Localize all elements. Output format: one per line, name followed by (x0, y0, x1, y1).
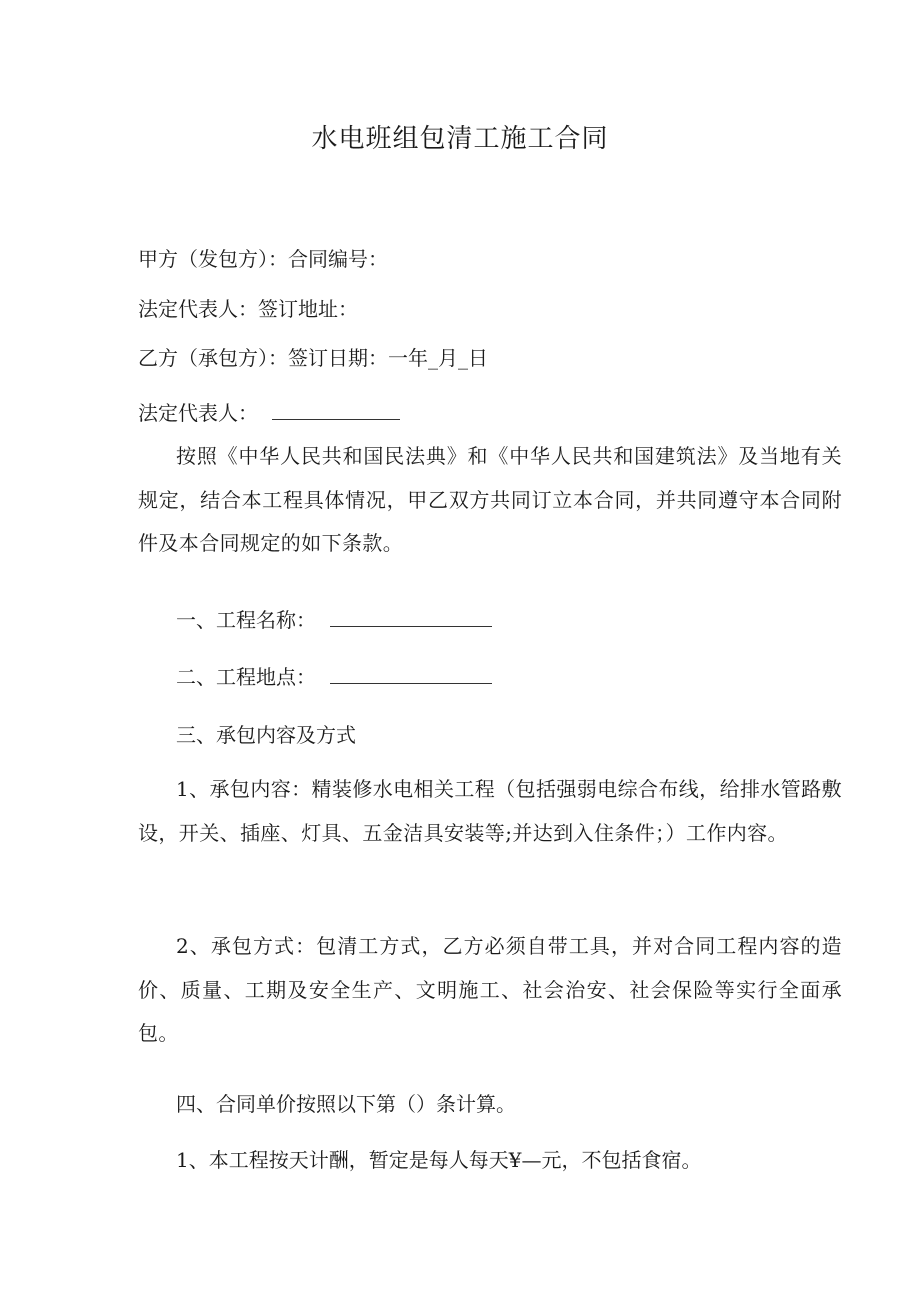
legal-rep-label: 法定代表人： (138, 401, 258, 425)
project-location-blank[interactable] (330, 665, 492, 684)
project-name-label: 一、工程名称： (176, 608, 316, 632)
legal-rep-blank[interactable] (272, 401, 400, 420)
project-location-line (176, 661, 492, 690)
party-b-date-line: 乙方（承包方）：签订日期：一年_月_日 (138, 346, 488, 370)
project-name-blank[interactable] (330, 608, 492, 627)
document-title: 水电班组包清工施工合同 (311, 124, 609, 154)
intro-paragraph: 按照《中华人民共和国民法典》和《中华人民共和国建筑法》及当地有关规定，结合本工程具体情况，甲乙双方共同订立本合同，并共同遵守本合同附件及本合同规定的如下条款。 (138, 444, 842, 555)
legal-rep-address-line: 法定代表人：签订地址： (138, 297, 358, 321)
contract-scope-paragraph: 1、承包内容：精装修水电相关工程（包括强弱电综合布线，给排水管路敷设，开关、插座、灯具、五金洁具安装等;并达到入住条件；）工作内容。 (138, 777, 842, 845)
legal-rep-line (138, 397, 400, 426)
section-4-heading: 四、合同单价按照以下第（）条计算。 (176, 1092, 516, 1116)
project-name-line (176, 604, 492, 633)
party-a-line: 甲方（发包方）：合同编号： (138, 247, 388, 271)
project-location-label: 二、工程地点： (176, 665, 316, 689)
section-3-heading: 三、承包内容及方式 (176, 723, 356, 747)
contract-method-paragraph: 2、承包方式：包清工方式，乙方必须自带工具，并对合同工程内容的造价、质量、工期及安全生产、文明施工、社会治安、社会保险等实行全面承包。 (138, 934, 842, 1045)
daily-wage-clause: 1、本工程按天计酬，暂定是每人每天¥—元，不包括食宿。 (176, 1148, 702, 1172)
